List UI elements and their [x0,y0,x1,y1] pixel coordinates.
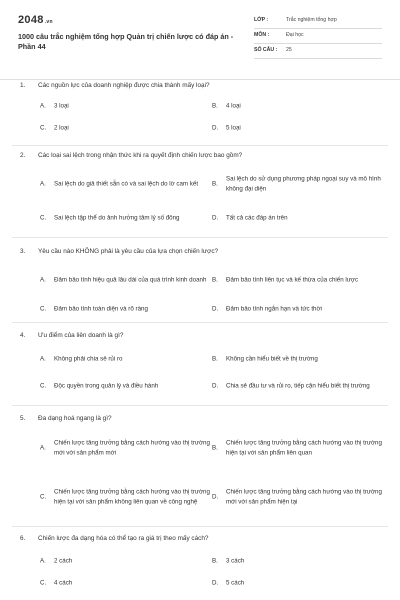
option-text: 5 loại [226,124,241,132]
option-text: Đảm bảo tính liên tục và kế thừa của chiến lược [226,276,359,284]
option-letter: B. [212,444,218,452]
option-text: Không cần hiểu biết về thị trường [226,355,318,363]
option-letter: D. [212,493,219,501]
option-b[interactable] [212,174,382,194]
option-d[interactable] [212,208,382,228]
question-prompt: Yêu cầu nào KHÔNG phải là yêu cầu của lựa chọn chiến lược? [38,248,219,255]
option-text: Đảm bảo tính hiệu quả lâu dài của quá trình kinh doanh [54,276,207,284]
option-letter: A. [40,102,46,110]
question-prompt: Các loại sai lệch trong nhận thức khi ra quyết định chiến lược bao gồm? [38,152,243,159]
option-text: 4 cách [54,579,73,587]
option-text: Chia sẻ đầu tư và rủi ro, tiếp cận hiểu biết thị trường [226,382,370,390]
document-title: 1000 câu trắc nghiệm tổng hợp Quản trị chiến lược có đáp án - Phần 44 [18,32,234,51]
option-text: Đảm bảo tính ngắn hạn và tức thời [226,305,322,313]
option-d[interactable] [212,304,382,314]
option-c[interactable] [40,482,210,512]
option-c[interactable] [40,304,210,314]
question-prompt: Ưu điểm của liên doanh là gì? [38,332,124,339]
header-divider [0,79,400,80]
option-a[interactable] [40,354,210,364]
option-b[interactable] [212,433,382,463]
option-letter: A. [40,180,46,188]
meta-class-value: Trắc nghiệm tổng hợp [286,17,337,23]
meta-class [254,14,382,29]
option-a[interactable] [40,433,210,463]
option-b[interactable] [212,354,382,364]
option-text: Sai lệch do sử dụng phương pháp ngoại suy và mô hình không đại diện [226,175,381,192]
logo-suffix: .vn [44,19,53,25]
option-letter: B. [212,102,218,110]
worksheet-header [0,0,400,80]
logo-text: 2048 [18,14,44,26]
option-text: Sai lệch tập thể do ảnh hưởng tâm lý số đông [54,214,180,222]
option-text: Tất cả các đáp án trên [226,214,288,222]
meta-subject-value: Đại học [286,32,304,38]
option-d[interactable] [212,578,382,588]
option-letter: B. [212,557,218,565]
question-divider [12,322,388,323]
option-letter: C. [40,305,47,313]
option-letter: C. [40,382,47,390]
option-letter: C. [40,579,47,587]
meta-class-key: LỚP : [254,17,269,23]
option-d[interactable] [212,123,382,133]
option-c[interactable] [40,578,210,588]
question-text [20,152,242,159]
question-number: 5. [20,415,26,422]
question-text [20,82,210,89]
question-text [20,415,112,422]
meta-count-value: 25 [286,47,292,53]
option-a[interactable] [40,174,210,194]
option-letter: A. [40,444,46,452]
option-letter: D. [212,124,219,132]
option-text: Chiến lược tăng trưởng bằng cách hướng vào thị trường mới với sản phẩm mới [54,439,210,456]
option-text: 5 cách [226,579,245,587]
option-letter: B. [212,355,218,363]
meta-subject [254,29,382,44]
meta-count [254,44,382,59]
question-prompt: Các nguồn lực của doanh nghiệp được chia thành mấy loại? [38,82,210,89]
option-letter: B. [212,276,218,284]
option-letter: C. [40,124,47,132]
question-number: 4. [20,332,26,339]
option-a[interactable] [40,101,210,111]
option-d[interactable] [212,482,382,512]
option-letter: A. [40,276,46,284]
option-c[interactable] [40,123,210,133]
option-letter: D. [212,214,219,222]
meta-count-key: SỐ CÂU : [254,47,278,53]
option-b[interactable] [212,556,382,566]
option-letter: C. [40,214,47,222]
option-text: Đảm bảo tính toàn diện và rõ ràng [54,305,148,313]
option-text: Chiến lược tăng trưởng bằng cách hướng vào thị trường mới với sản phẩm hiện tại [226,488,382,505]
question-divider [12,405,388,406]
option-text: Sai lệch do giả thiết sẵn có và sai lệch do lờ cam kết [54,180,199,188]
question-text [20,332,123,339]
question-text [20,248,218,255]
question-number: 2. [20,152,26,159]
option-text: 2 cách [54,557,73,565]
option-b[interactable] [212,101,382,111]
meta-subject-key: MÔN : [254,32,270,38]
option-text: 3 loại [54,102,69,110]
option-b[interactable] [212,270,382,290]
option-a[interactable] [40,556,210,566]
option-text: 4 loại [226,102,241,110]
option-text: Độc quyền trong quản lý và điều hành [54,382,159,390]
question-divider [12,237,388,238]
option-letter: D. [212,382,219,390]
site-logo[interactable] [18,14,53,26]
question-number: 3. [20,248,26,255]
option-letter: D. [212,579,219,587]
option-letter: C. [40,493,47,501]
option-text: Chiến lược tăng trưởng bằng cách hướng vào thị trường hiện tại với sản phẩm liên quan [226,439,382,456]
question-text [20,535,208,542]
question-number: 6. [20,535,26,542]
option-text: Chiến lược tăng trưởng bằng cách hướng vào thị trường hiện tại với sản phẩm không liên quan về công nghệ [54,488,210,505]
option-a[interactable] [40,270,210,290]
option-text: 3 cách [226,557,245,565]
option-letter: A. [40,355,46,363]
option-d[interactable] [212,376,382,396]
option-letter: B. [212,180,218,188]
question-prompt: Chiến lược đa dạng hóa có thể tạo ra giá trị theo mấy cách? [38,535,209,542]
option-text: Không phải chia sẻ rủi ro [54,355,123,363]
question-prompt: Đa dạng hoá ngang là gì? [38,415,112,422]
option-c[interactable] [40,376,210,396]
option-c[interactable] [40,208,210,228]
question-number: 1. [20,82,26,89]
option-text: 2 loại [54,124,69,132]
question-divider [12,145,388,146]
option-letter: A. [40,557,46,565]
question-divider [12,526,388,527]
option-letter: D. [212,305,219,313]
